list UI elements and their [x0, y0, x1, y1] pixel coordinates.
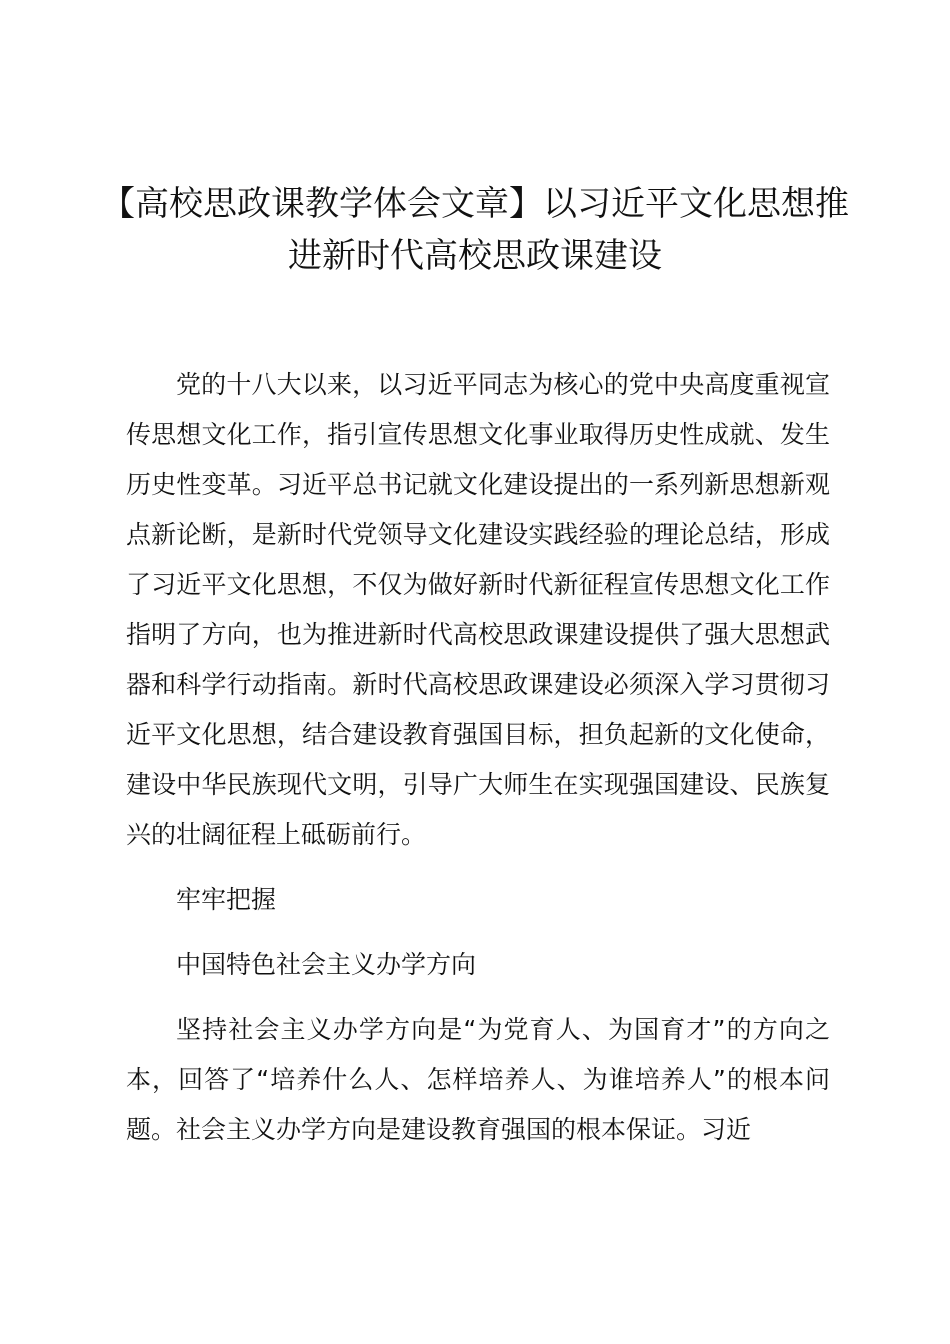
- section-heading-line-2: 中国特色社会主义办学方向: [176, 950, 477, 979]
- intro-paragraph: 党的十八大以来，以习近平同志为核心的党中央高度重视宣传思想文化工作，指引宣传思想文化事业取得历史性成就、发生历史性变革。习近平总书记就文化建设提出的一系列新思想新观点新论断，是新时代党领导文化建设实践经验的理论总结，形成了习近平文化思想，不仅为做好新时代新征程宣传思想文化工作指明了方向，也为推进新时代高校思政课建设提供了强大思想武器和科学行动指南。新时代高校思政课建设必须深入学习贯彻习近平文化思想，结合建设教育强国目标，担负起新的文化使命，建设中华民族现代文明，引导广大师生在实现强国建设、民族复兴的壮阔征程上砥砺前行。: [126, 370, 830, 849]
- section-heading-line-1: 牢牢把握: [176, 885, 277, 914]
- section-paragraph: 坚持社会主义办学方向是“为党育人、为国育才”的方向之本，回答了“培养什么人、怎样培养人、为谁培养人”的根本问题。社会主义办学方向是建设教育强国的根本保证。习近: [126, 1015, 830, 1144]
- document-body: [126, 360, 830, 1155]
- document-title: 【高校思政课教学体会文章】以习近平文化思想推进新时代高校思政课建设: [101, 184, 849, 276]
